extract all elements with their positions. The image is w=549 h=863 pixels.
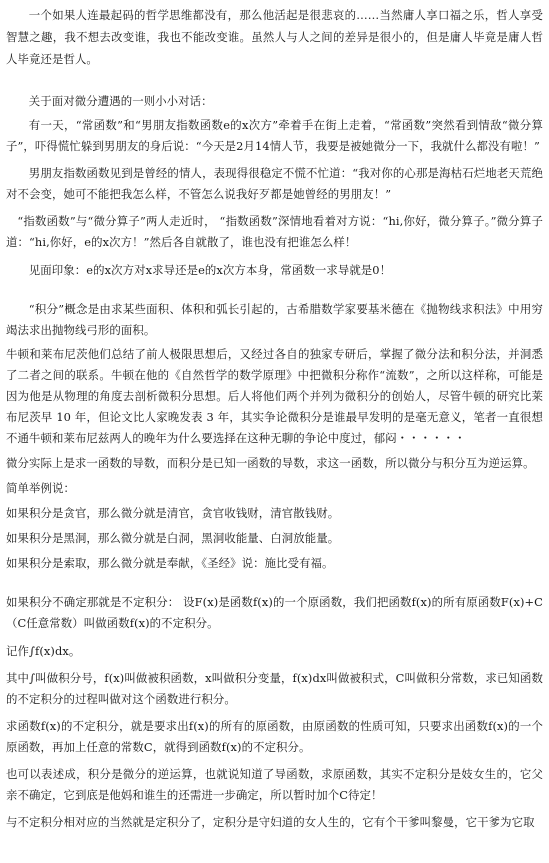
paragraph-indefinite-integral-definition: 如果积分不确定那就是不定积分： 设F(x)是函数f(x)的一个原函数，我们把函数f(x)的所有原函数F(x)+C（C任意常数）叫做函数f(x)的不定积分。 bbox=[6, 595, 543, 630]
paragraph-examples-heading: 简单举例说： bbox=[6, 481, 75, 495]
paragraph-definite-integral: 与不定积分相对应的当然就是定积分了，定积分是守妇道的女人生的，它有个干爹叫黎曼，它干爹为它取 bbox=[6, 815, 535, 829]
paragraph-dialogue-heading: 关于面对微分遭遇的一则小小对话： bbox=[28, 94, 213, 108]
paragraph-finding-antiderivative: 求函数f(x)的不定积分，就是要求出f(x)的所有的原函数，由原函数的性质可知，只要求出函数f(x)的一个原函数，再加上任意的常数C，就得到函数f(x)的不定积分。 bbox=[6, 719, 543, 754]
paragraph-notation: 记作∫f(x)dx。 bbox=[6, 644, 81, 658]
paragraph-newton-leibniz: 牛顿和莱布尼茨他们总结了前人极限思想后，又经过各自的独家专研后，掌握了微分法和积分法，并洞悉了二者之间的联系。牛顿在他的《自然哲学的数学原理》中把微积分称作“流数”，之所以这样称，可能是因为他是从物理的角度去剖析微积分思想。后人将他们两个并列为微积分的创始人，尽管牛顿的研究比莱布尼茨早 10 年，但论文比人家晚发表 3 年，其实争论微积分是谁最早发明的是毫无意义，笔者一直很想不通牛顿和莱布尼兹两人的晚年为什么要选择在这种无聊的争论中度过，郁闷・・・・・・ bbox=[6, 347, 543, 445]
paragraph-inverse-operation: 微分实际上是求一函数的导数，而积分是已知一函数的导数，求这一函数，所以微分与积分互为逆运算。 bbox=[6, 456, 535, 470]
paragraph-terminology: 其中∫叫做积分号，f(x)叫做被积函数，x叫做积分变量，f(x)dx叫做被积式，C叫做积分常数，求已知函数的不定积分的过程叫做对这个函数进行积分。 bbox=[6, 671, 543, 706]
paragraph-dialogue-boyfriend: 男朋友指数函数见到是曾经的情人，表现得很稳定不慌不忙道：“我对你的心那是海枯石烂地老天荒绝对不会变，她可不能把我怎么样，不管怎么说我好歹都是她曾经的男朋友！” bbox=[6, 166, 543, 201]
paragraph-philosophy-intro: 一个如果人连最起码的哲学思维都没有，那么他活起是很悲哀的……当然庸人享口福之乐，哲人享受智慧之趣，我不想去改变谁，我也不能改变谁。虽然人与人之间的差异是很小的，但是庸人毕竟是庸人哲人毕竟还是哲人。 bbox=[6, 8, 543, 66]
paragraph-dialogue-impression: 见面印象：e的x次方对x求导还是e的x次方本身，常函数一求导就是0！ bbox=[28, 263, 392, 277]
paragraph-example-official: 如果积分是贪官，那么微分就是清官，贪官收钱财，清官散钱财。 bbox=[6, 506, 340, 520]
paragraph-dialogue-greeting: “指数函数”与“微分算子”两人走近时， “指数函数”深情地看着对方说：“hi,你好，微分算子。”微分算子道：“hi,你好，e的x次方！”然后各自就散了，谁也没有把谁怎么样！ bbox=[6, 214, 543, 249]
paragraph-dialogue-valentine: 有一天，“常函数”和“男朋友指数函数e的x次方”牵着手在街上走着，“常函数”突然看到情敌“微分算子”，吓得慌忙躲到男朋友的身后说：“今天是2月14情人节，我要是被她微分一下，我就什么都没有啦！” bbox=[6, 118, 543, 153]
paragraph-example-giving: 如果积分是索取，那么微分就是奉献，《圣经》说：施比受有福。 bbox=[6, 556, 334, 570]
paragraph-constant-c: 也可以表述成，积分是微分的逆运算，也就说知道了导函数，求原函数，其实不定积分是妓女生的，它父亲不确定，它到底是他妈和谁生的还需进一步确定，所以暂时加个C待定！ bbox=[6, 767, 543, 802]
paragraph-integral-origin: “积分”概念是由求某些面积、体积和弧长引起的，古希腊数学家要基米德在《抛物线求积法》中用穷竭法求出抛物线弓形的面积。 bbox=[6, 302, 543, 337]
paragraph-example-black-hole: 如果积分是黑洞，那么微分就是白洞，黑洞收能量、白洞放能量。 bbox=[6, 531, 340, 545]
